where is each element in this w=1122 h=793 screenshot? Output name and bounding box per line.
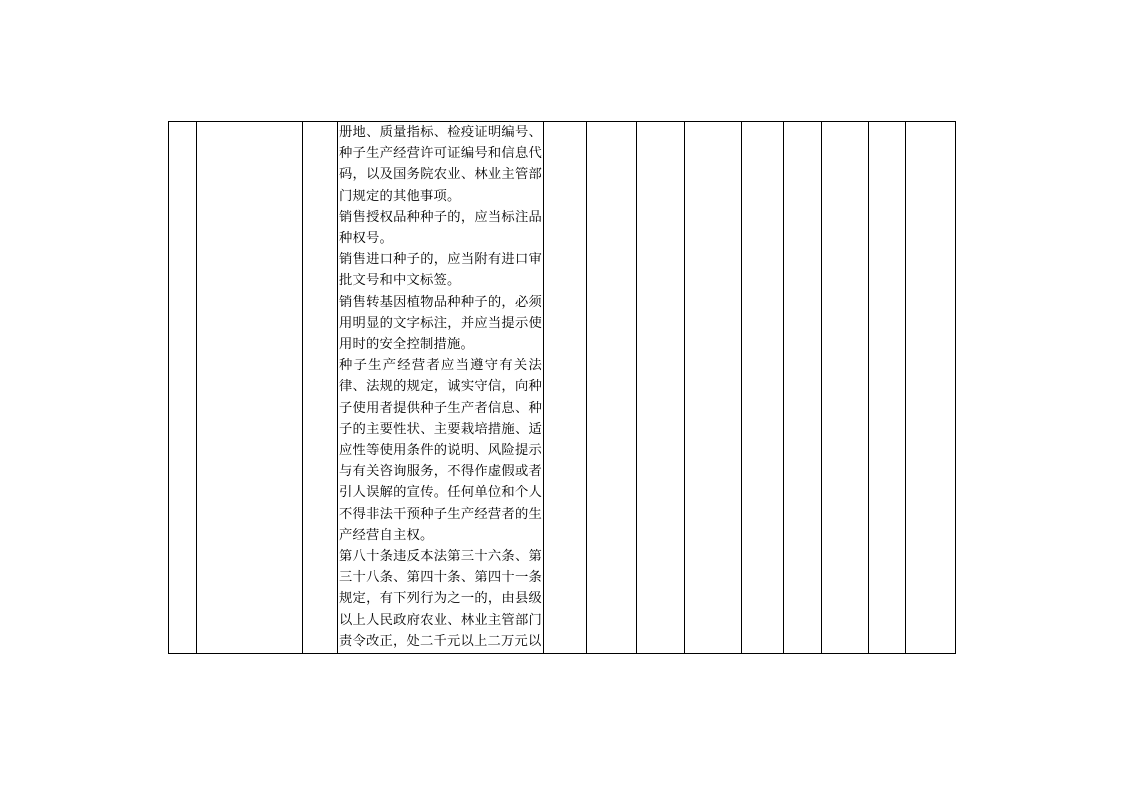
table-cell-5 <box>544 122 587 654</box>
legal-provisions-table <box>168 121 956 654</box>
table-cell-6 <box>587 122 637 654</box>
legal-paragraph: 销售进口种子的，应当附有进口审批文号和中文标签。 <box>339 252 542 289</box>
legal-paragraph: 销售转基因植物品种种子的，必须用明显的文字标注，并应当提示使用时的安全控制措施。 <box>339 294 542 353</box>
table-row <box>169 122 956 654</box>
legal-text-cell <box>338 122 544 654</box>
table-cell-10 <box>784 122 822 654</box>
table-cell-11 <box>822 122 869 654</box>
table-cell-13 <box>906 122 956 654</box>
table-cell-2 <box>197 122 303 654</box>
legal-paragraph: 种子生产经营者应当遵守有关法律、法规的规定，诚实守信，向种子使用者提供种子生产者信息、种子的主要性状、主要栽培措施、适应性等使用条件的说明、风险提示与有关咨询服务，不得作虚假或者引人误解的宣传。任何单位和个人不得非法干预种子生产经营者的生产经营自主权。 <box>339 358 542 543</box>
table-cell-9 <box>742 122 784 654</box>
table-cell-1 <box>169 122 197 654</box>
legal-text-content <box>338 122 542 653</box>
table-cell-12 <box>869 122 906 654</box>
legal-paragraph: 第八十条违反本法第三十六条、第三十八条、第四十条、第四十一条规定，有下列行为之一的，由县级以上人民政府农业、林业主管部门责令改正，处二千元以上二万元以 <box>339 549 542 649</box>
table-cell-7 <box>637 122 685 654</box>
table-cell-8 <box>685 122 742 654</box>
legal-paragraph: 册地、质量指标、检疫证明编号、种子生产经营许可证编号和信息代码，以及国务院农业、林业主管部门规定的其他事项。 <box>339 125 542 204</box>
table-cell-3 <box>303 122 338 654</box>
legal-paragraph: 销售授权品种种子的，应当标注品种权号。 <box>339 209 542 247</box>
